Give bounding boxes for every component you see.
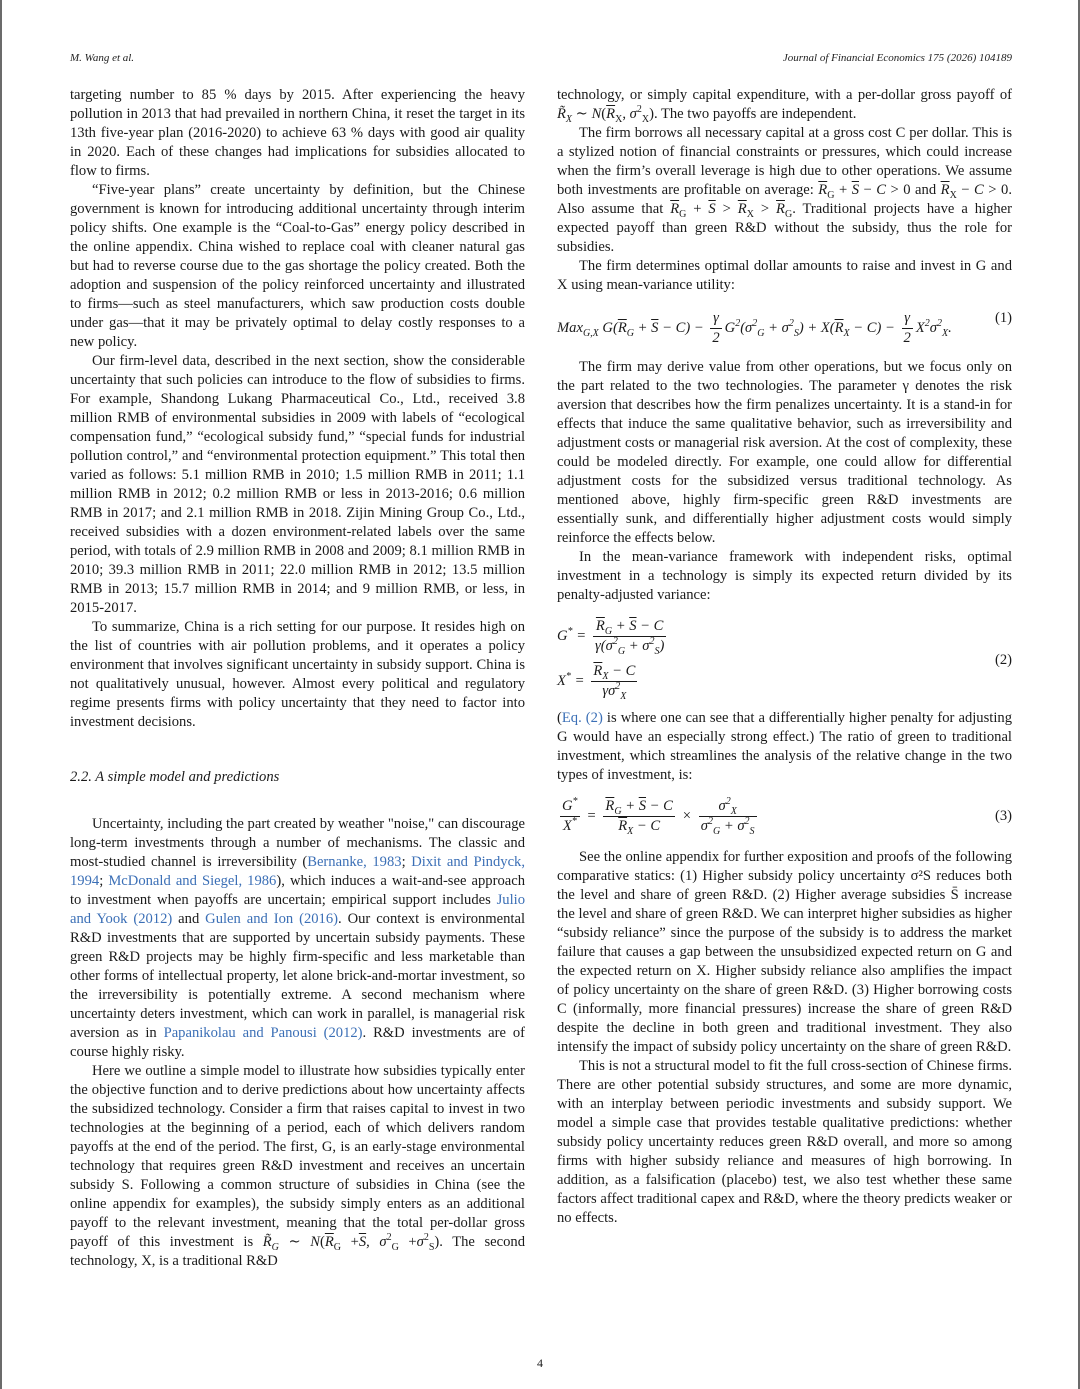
right-column <box>557 86 1012 1228</box>
paragraph: See the online appendix for further exposition and proofs of the following comparative statics: (1) Higher subsidy policy uncertainty σ²S reduces both the level and share of green R&D. (2) Higher average subsidies S̄ increase the level and share of green R&D. We can interpret higher subsidies as higher “subsidy reliance” since the purpose of the subsidy is to address the market failure that causes a gap between the unsubsidized expected return on G and the expected return on X. Higher subsidy reliance also amplifies the impact of policy uncertainty on the share of green R&D. (3) Higher borrowing costs C (informally, more financial pressures) increase the share of green R&D despite the decline in both green and traditional investment. They also intensify the impact of subsidy policy uncertainty on the share of green R&D. <box>557 849 1012 1055</box>
inline-math: $R̃_X$ ∼ $N(\overline{R}_X$, $\sigma^2_X$) <box>557 104 654 125</box>
citation-link[interactable]: Dixit and Pindyck, 1994 <box>70 854 525 889</box>
paragraph: technology, or simply capital expenditure, with a per-dollar gross payoff of $R̃_X$ ∼ $N(\overline{R}_X$, $\sigma^2_X$). The two payoffs are independent. <box>557 87 1012 125</box>
paragraph: targeting number to 85 % days by 2015. After experiencing the heavy pollution in 2013 that had prevailed in northern China, it reset the target in its 13th five-year plan (2016-2020) to achieve 63 % days with good air quality in 2020. Each of these changes had implications for subsidies allocated to flow to firms. <box>70 87 525 179</box>
equation-1: Max$_{G,X}$ $G(\overline{R}_G + \overline{S} - C)$ − $\frac{\gamma}{2}$ $G^2(\sigma^2_G + \sigma^2_S) + X(\overline{R}_X - C)$ − $\frac{\gamma}{2}$ $X^2\sigma^2_X$. (1) <box>557 310 1012 346</box>
running-header-journal: Journal of Financial Economics 175 (2026) 104189 <box>782 52 1012 64</box>
paper-page <box>2 0 1078 1389</box>
equation-number: (2) <box>994 652 1012 668</box>
paragraph: Uncertainty, including the part created by weather "noise," can discourage long-term investments through a number of mechanisms. The classic and most-studied channel is irreversibility (Bernanke, 1983; Dixit and Pindyck, 1994; McDonald and Siegel, 1986), which induces a wait-and-see approach to investment when payoffs are uncertain; empirical support includes Julio and Yook (2012) and Gulen and Ion (2016). Our context is environmental R&D investments that are supported by uncertain subsidy payments. These green R&D projects may be highly firm-specific and less marketable than other forms of intellectual property, let alone brick-and-mortar investment, so the irreversibility is potentially extreme. A second mechanism where uncertainty deters investment, which can work in parallel, is managerial risk aversion as in Papanikolau and Panousi (2012). R&D investments are of course highly risky. <box>70 816 526 1060</box>
paragraph: The firm borrows all necessary capital at a gross cost C per dollar. This is a stylized notion of financial constraints or pressures, which could increase when the firm’s overall leverage is high due to other operations. We assume both investments are profitable on average: $\overline{R}_G + \overline{S} - C > 0$ and $\overline{R}_X - C > 0$. Also assume that $\overline{R}_G + \overline{S} > \overline{R}_X > \overline{R}_G$. Traditional projects have a higher expected payoff than green R&D without the subsidy, thus the role for subsidies. <box>557 125 1013 255</box>
equation-3: $\frac{G^*}{X^*}$ = $\frac{\overline{R}_G + \overline{S} - C}{\overline{R}_X - C}$ × $\frac{\sigma^2_X}{\sigma^2_G + \sigma^2_S}$ (3) <box>562 796 1012 837</box>
paragraph: To summarize, China is a rich setting for our purpose. It resides high on the list of countries with air pollution problems, and it operates a policy environment that involves significant uncertainty in subsidy support. China is not qualitatively unusual, however. Almost every political and regulatory regime presents firms with policy uncertainty that they need to factor into investment decisions. <box>70 619 525 730</box>
paragraph: The firm may derive value from other operations, but we focus only on the part related to the two technologies. The parameter γ denotes the risk aversion that describes how the firm penalizes uncertainty. It is a stand-in for effects that induce the same qualitative behavior, such as irreversibility and adjustment costs or managerial risk aversion. At the cost of complexity, these could be modeled directly. For example, one could allow for differential adjustment costs for the subsidized versus traditional technology. As mentioned above, highly firm-specific green R&D investments are essentially sunk, and differentially higher adjustment costs would simply reinforce the effects below. <box>557 359 1012 546</box>
equation-2: G* = $\frac{\overline{R}_G + \overline{S} - C}{\gamma(\sigma^2_G + \sigma^2_S)}$ X* = $\frac{\overline{R}_X - C}{\gamma\sigma^2_X}$ (2) <box>557 618 1012 702</box>
section-heading: 2.2. A simple model and predictions <box>70 769 280 785</box>
inline-math: $R̃_G$ ∼ $N(\overline{R}_G +\overline{S}$, $\sigma^2_G +\sigma^2_S$) <box>262 1232 440 1253</box>
paragraph: This is not a structural model to fit the full cross-section of Chinese firms. There are other potential subsidy structures, and some are more dynamic, with an interplay between periodic investments and subsidy support. We model a simple case that provides testable qualitative predictions: whether subsidy policy uncertainty reduces green R&D overall, and more so among firms with higher subsidy reliance and measures of high borrowing. In addition, as a falsification (placebo) test, we also test whether these same factors affect traditional capex and R&D, where the theory predicts weaker or no effects. <box>557 1058 1012 1226</box>
paragraph: In the mean-variance framework with independent risks, optimal investment in a technology is simply its expected return divided by its penalty-adjusted variance: <box>557 549 1012 603</box>
citation-link[interactable]: Bernanke, 1983 <box>307 854 402 870</box>
citation-link[interactable]: Papanikolau and Panousi (2012) <box>163 1025 363 1041</box>
citation-link[interactable]: Julio and Yook (2012) <box>70 892 525 927</box>
citation-link[interactable]: McDonald and Siegel, 1986 <box>108 873 277 889</box>
paragraph: Our firm-level data, described in the next section, show the considerable uncertainty that such policies can introduce to the flow of subsidies to firms. For example, Shandong Lukang Pharmaceutical Co., Ltd., received 3.8 million RMB of environmental subsidies in 2009 with labels of “ecological compensation fund,” “ecological subsidy fund,” “special funds for industrial pollution control,” and “environmental protection equipment.” This total then varied as follows: 5.1 million RMB in 2010; 1.5 million RMB in 2011; 1.1 million RMB in 2012; 0.2 million RMB or less in 2013-2016; 0.6 million RMB in 2017; and 2.1 million RMB in 2018. Zijin Mining Group Co., Ltd., received subsidies with a dozen environment-related labels over the same period, with totals of 2.9 million RMB in 2008 and 2009; 8.1 million RMB in 2010; 39.3 million RMB in 2011; 22.0 million RMB in 2012; 13.5 million RMB in 2013; 15.7 million RMB in 2014; and 9 million RMB, or less, in 2015-2017. <box>70 353 525 616</box>
citation-link[interactable]: Gulen and Ion (2016) <box>205 911 339 927</box>
paragraph: The firm determines optimal dollar amounts to raise and invest in G and X using mean-variance utility: <box>557 258 1012 293</box>
page-number: 4 <box>537 1356 543 1370</box>
running-header-authors: M. Wang et al. <box>70 52 135 64</box>
equation-number: (1) <box>994 310 1012 326</box>
paragraph: Here we outline a simple model to illustrate how subsidies typically enter the objective function and to derive predictions about how uncertainty affects the subsidized technology. Consider a firm that raises capital to invest in two technologies at the beginning of a period, each of which delivers random payoffs at the end of the period. The first, G, is an early-stage environmental technology that requires green R&D investment and receives an uncertain subsidy S. Following a common structure of subsidies in China (see the online appendix for examples), the subsidy simply enters as an additional payoff to the relevant investment, meaning that the total per-dollar gross payoff of this investment is $R̃_G$ ∼ $N(\overline{R}_G +\overline{S}$, $\sigma^2_G +\sigma^2_S$). The second technology, X, is a traditional R&D <box>70 1063 525 1269</box>
equation-number: (3) <box>994 808 1012 824</box>
paragraph: (Eq. (2) is where one can see that a differentially higher penalty for adjusting G would have an especially strong effect.) The ratio of green to traditional investment, which streamlines the analysis of the relative change in the two types of investment, is: <box>557 710 1012 783</box>
equation-link[interactable]: Eq. (2) <box>561 710 603 726</box>
paragraph: “Five-year plans” create uncertainty by definition, but the Chinese government is known for introducing additional uncertainty through interim policy shifts. One example is the “Coal-to-Gas” energy policy described in the online appendix. China wished to replace coal with cleaner natural gas but had to reverse course due to the gas shortage the policy created. Both the adoption and suspension of the policy reinforced uncertainty and illustrated to firms—such as steel manufacturers, which saw production costs double under gas—that it may be privately optimal to delay costly responses to a new policy. <box>70 182 525 350</box>
left-column <box>70 86 525 1271</box>
